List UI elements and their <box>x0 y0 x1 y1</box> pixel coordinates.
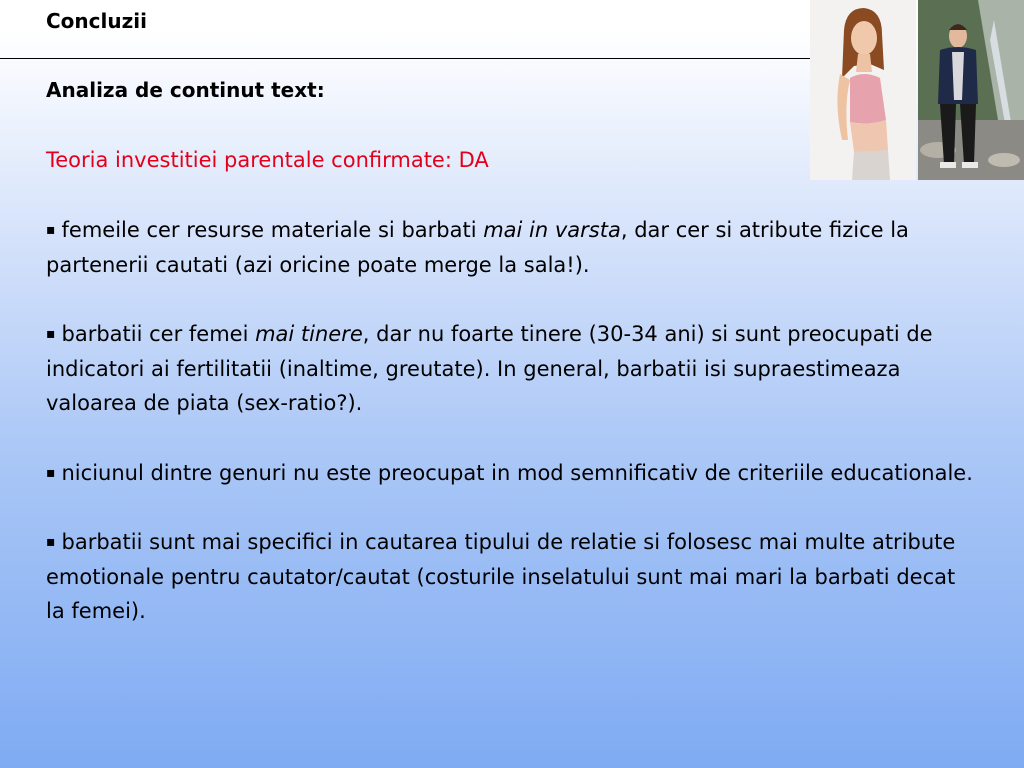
bullet-item <box>46 213 976 282</box>
bullet-item <box>46 525 976 629</box>
bullet-emphasis: mai tinere <box>255 322 363 346</box>
theory-confirmed-line: Teoria investitiei parentale confirmate: DA <box>46 148 489 172</box>
bullet-marker: ▪ <box>46 222 56 238</box>
bullet-text: barbatii sunt mai specifici in cautarea tipului de relatie si folosesc mai multe atribute emotionale pentru cautator/cautat (costurile inselatului sunt mai mari la barbati decat la femei). <box>46 530 956 623</box>
bullet-text: barbatii cer femei <box>61 322 256 346</box>
bullet-item <box>46 456 976 491</box>
bullet-text: femeile cer resurse materiale si barbati <box>61 218 484 242</box>
bullet-text: , dar nu foarte tinere (30-34 ani) si sunt preocupati de indicatori ai fertilitatii (inaltime, greutate). In general, barbatii isi supraestimeaza valoarea de piata (sex-ratio?). <box>46 322 933 415</box>
bullet-emphasis: mai in varsta <box>483 218 621 242</box>
slide-title: Concluzii <box>46 9 147 33</box>
content-heading: Analiza de continut text: <box>46 78 325 102</box>
bullet-marker: ▪ <box>46 464 56 481</box>
title-divider <box>0 58 812 59</box>
bullet-text: niciunul dintre genuri nu este preocupat in mod semnificativ de criteriile educationale. <box>61 460 973 485</box>
bullet-marker: ▪ <box>46 534 56 550</box>
bullet-item <box>46 317 976 421</box>
bullet-text: , dar cer si atribute fizice la partenerii cautati (azi oricine poate merge la sala!). <box>46 218 909 277</box>
slide-content <box>46 74 976 629</box>
bullet-marker: ▪ <box>46 326 56 342</box>
